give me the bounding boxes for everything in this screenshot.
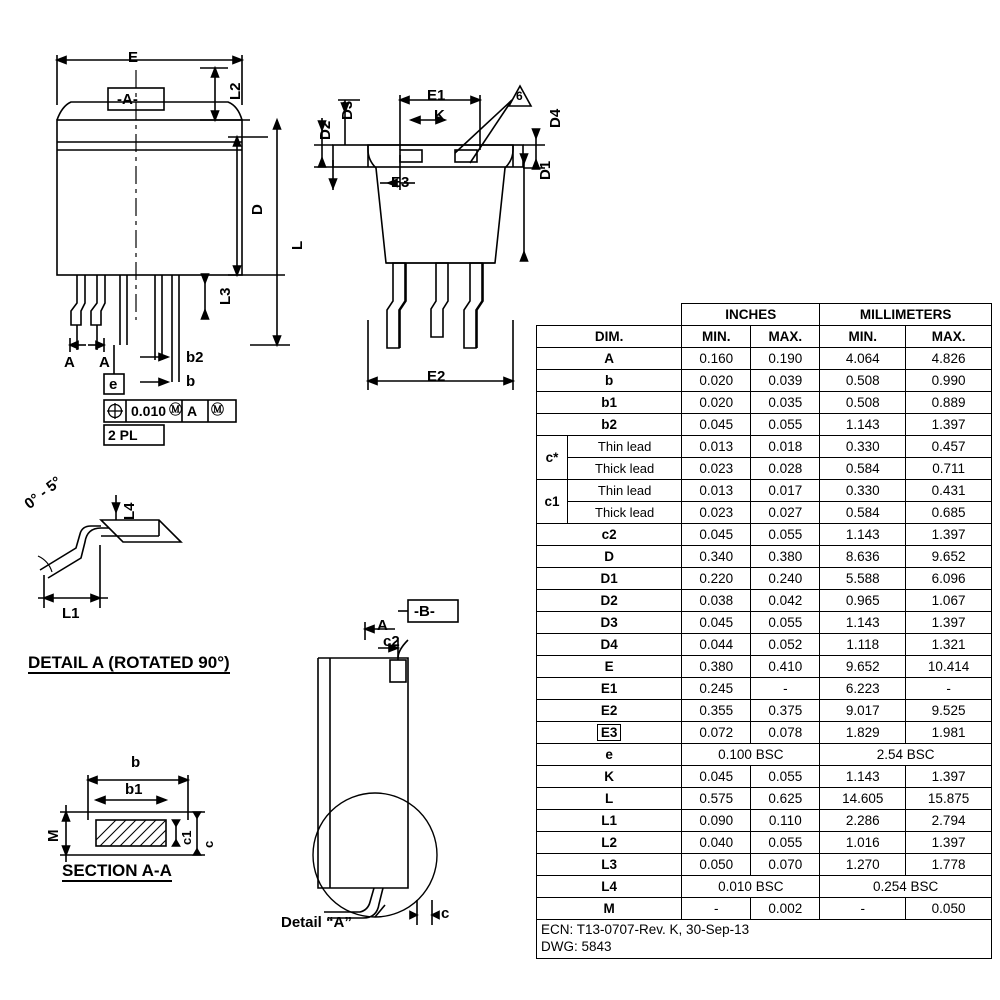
table-row (537, 766, 992, 788)
dim-cell: M (537, 898, 682, 920)
value-max-inches: 0.039 (751, 370, 820, 392)
dim-cell: b1 (537, 392, 682, 414)
value-min-mm: 1.829 (820, 722, 906, 744)
label-A-right: A (99, 354, 110, 371)
dim-subcell: Thin lead (568, 480, 682, 502)
label-tolerance: 0.010 (131, 403, 167, 419)
value-min-mm: 1.270 (820, 854, 906, 876)
value-max-mm: 4.826 (906, 348, 992, 370)
label-datum-A: -A- (117, 91, 138, 108)
dim-cell: b (537, 370, 682, 392)
value-min-mm: 8.636 (820, 546, 906, 568)
label-D3: D3 (339, 100, 356, 120)
value-max-mm: 1.397 (906, 524, 992, 546)
label-D: D (249, 204, 266, 215)
dim-cell: L1 (537, 810, 682, 832)
value-max-mm: 1.397 (906, 414, 992, 436)
table-row (537, 590, 992, 612)
value-min-mm: 0.330 (820, 480, 906, 502)
label-material-modifier: Ⓜ (169, 402, 183, 417)
dim-cell: c2 (537, 524, 682, 546)
value-min-mm: 0.965 (820, 590, 906, 612)
table-row (537, 876, 992, 898)
value-max-inches: 0.070 (751, 854, 820, 876)
value-max-inches: 0.380 (751, 546, 820, 568)
value-inches-bsc: 0.100 BSC (682, 744, 820, 766)
section-title: SECTION A-A (62, 861, 172, 880)
footer-dwg: DWG: 5843 (541, 938, 612, 954)
table-footer-row (537, 920, 992, 959)
dim-subcell: Thin lead (568, 436, 682, 458)
value-max-inches: 0.055 (751, 612, 820, 634)
label-E: E (128, 49, 139, 66)
label-side-A: A (377, 617, 388, 634)
dim-cell: D (537, 546, 682, 568)
label-b: b (186, 373, 196, 390)
value-max-mm: 6.096 (906, 568, 992, 590)
value-max-mm: 1.397 (906, 612, 992, 634)
value-min-inches: 0.045 (682, 524, 751, 546)
value-min-inches: 0.045 (682, 414, 751, 436)
label-D1: D1 (537, 160, 554, 180)
table-row (537, 392, 992, 414)
value-min-mm: 14.605 (820, 788, 906, 810)
label-2pl: 2 PL (108, 427, 138, 443)
dim-cell: c* (537, 436, 568, 480)
detail-a-title: DETAIL A (ROTATED 90°) (28, 653, 230, 672)
dim-cell: D3 (537, 612, 682, 634)
label-detail-a-callout: Detail “A” (281, 914, 352, 931)
value-min-mm: 9.017 (820, 700, 906, 722)
boxed-dim: E3 (597, 724, 622, 741)
dim-cell: L3 (537, 854, 682, 876)
dim-cell (537, 722, 682, 744)
label-L4: L4 (121, 502, 138, 520)
group-header-inches: INCHES (682, 304, 820, 326)
value-max-mm: 0.990 (906, 370, 992, 392)
value-max-mm: 10.414 (906, 656, 992, 678)
value-mm-bsc: 0.254 BSC (820, 876, 992, 898)
value-min-inches: 0.020 (682, 392, 751, 414)
table-row (537, 700, 992, 722)
label-note-6: 6 (516, 89, 523, 103)
label-D4: D4 (547, 108, 564, 128)
label-L1: L1 (62, 605, 80, 622)
label-datum-ref-A: A (187, 403, 198, 419)
value-max-inches: 0.055 (751, 414, 820, 436)
label-E1: E1 (427, 87, 446, 104)
value-min-mm: 1.143 (820, 612, 906, 634)
label-datum-modifier: Ⓜ (211, 402, 225, 417)
value-max-inches: 0.052 (751, 634, 820, 656)
value-min-inches: 0.355 (682, 700, 751, 722)
table-row (537, 634, 992, 656)
table-row (537, 722, 992, 744)
value-min-mm: 1.118 (820, 634, 906, 656)
label-side-c2: c2 (383, 633, 400, 650)
value-min-inches: 0.380 (682, 656, 751, 678)
label-datum-B: -B- (414, 603, 435, 620)
col-header-dim: DIM. (537, 326, 682, 348)
table-row (537, 480, 992, 502)
value-min-inches: 0.090 (682, 810, 751, 832)
dim-cell: e (537, 744, 682, 766)
value-max-mm: 0.050 (906, 898, 992, 920)
value-min-mm: 1.143 (820, 524, 906, 546)
value-min-mm: 1.143 (820, 414, 906, 436)
value-min-inches: 0.050 (682, 854, 751, 876)
col-header-max-mm: MAX. (906, 326, 992, 348)
table-col-header-row (537, 326, 992, 348)
table-row (537, 678, 992, 700)
value-max-inches: 0.035 (751, 392, 820, 414)
dim-cell: D4 (537, 634, 682, 656)
value-min-inches: 0.072 (682, 722, 751, 744)
label-section-M: M (45, 829, 62, 842)
value-inches-bsc: 0.010 BSC (682, 876, 820, 898)
table-row (537, 832, 992, 854)
footer-ecn: ECN: T13-0707-Rev. K, 30-Sep-13 (541, 922, 750, 937)
value-max-inches: 0.410 (751, 656, 820, 678)
table-row (537, 524, 992, 546)
value-max-mm: 2.794 (906, 810, 992, 832)
value-max-mm: 0.889 (906, 392, 992, 414)
value-min-mm: 0.330 (820, 436, 906, 458)
dim-cell: A (537, 348, 682, 370)
value-min-inches: 0.045 (682, 766, 751, 788)
table-row (537, 546, 992, 568)
label-E3: E3 (391, 174, 410, 191)
value-max-mm: 1.778 (906, 854, 992, 876)
value-min-mm: 9.652 (820, 656, 906, 678)
table-row (537, 744, 992, 766)
value-max-inches: 0.027 (751, 502, 820, 524)
value-max-inches: 0.240 (751, 568, 820, 590)
value-min-mm: 6.223 (820, 678, 906, 700)
dim-cell: D2 (537, 590, 682, 612)
table-row (537, 436, 992, 458)
label-D2: D2 (317, 120, 334, 140)
value-min-mm: 0.584 (820, 502, 906, 524)
group-header-millimeters: MILLIMETERS (820, 304, 992, 326)
label-section-c1: c1 (179, 830, 194, 845)
value-min-mm: 5.588 (820, 568, 906, 590)
table-row (537, 370, 992, 392)
value-min-inches: 0.038 (682, 590, 751, 612)
value-min-mm: 0.508 (820, 392, 906, 414)
value-max-mm: 1.397 (906, 766, 992, 788)
value-max-inches: 0.002 (751, 898, 820, 920)
value-max-mm: - (906, 678, 992, 700)
value-max-inches: 0.078 (751, 722, 820, 744)
value-max-inches: 0.055 (751, 832, 820, 854)
dim-subcell: Thick lead (568, 502, 682, 524)
value-max-inches: 0.110 (751, 810, 820, 832)
value-max-mm: 1.981 (906, 722, 992, 744)
label-angle: 0° - 5° (21, 473, 65, 513)
value-min-inches: 0.023 (682, 458, 751, 480)
table-group-header-row (537, 304, 992, 326)
value-max-mm: 1.067 (906, 590, 992, 612)
group-header-blank (537, 304, 682, 326)
label-K: K (434, 107, 445, 124)
value-max-inches: 0.017 (751, 480, 820, 502)
value-min-inches: 0.245 (682, 678, 751, 700)
value-min-mm: 2.286 (820, 810, 906, 832)
dim-cell: c1 (537, 480, 568, 524)
table-row (537, 854, 992, 876)
label-e: e (109, 376, 118, 393)
value-min-inches: 0.020 (682, 370, 751, 392)
table-row (537, 458, 992, 480)
value-min-inches: 0.575 (682, 788, 751, 810)
value-max-mm: 0.431 (906, 480, 992, 502)
label-L3: L3 (217, 287, 234, 305)
value-max-mm: 1.397 (906, 832, 992, 854)
table-row (537, 414, 992, 436)
value-min-mm: 0.584 (820, 458, 906, 480)
value-max-inches: 0.625 (751, 788, 820, 810)
value-min-inches: 0.044 (682, 634, 751, 656)
dim-cell: E2 (537, 700, 682, 722)
value-max-inches: 0.055 (751, 766, 820, 788)
table-footer (537, 920, 992, 959)
value-min-inches: 0.160 (682, 348, 751, 370)
dim-cell: L2 (537, 832, 682, 854)
value-max-inches: 0.028 (751, 458, 820, 480)
value-max-inches: - (751, 678, 820, 700)
dim-cell: D1 (537, 568, 682, 590)
label-L: L (289, 240, 306, 250)
dim-cell: E (537, 656, 682, 678)
value-max-mm: 0.711 (906, 458, 992, 480)
value-max-mm: 0.457 (906, 436, 992, 458)
label-E2: E2 (427, 368, 446, 385)
value-min-inches: 0.023 (682, 502, 751, 524)
dim-cell: b2 (537, 414, 682, 436)
value-min-inches: 0.340 (682, 546, 751, 568)
value-max-mm: 1.321 (906, 634, 992, 656)
value-min-inches: - (682, 898, 751, 920)
label-side-c: c (441, 905, 450, 922)
table-row (537, 656, 992, 678)
col-header-max-in: MAX. (751, 326, 820, 348)
value-max-mm: 15.875 (906, 788, 992, 810)
table-row (537, 568, 992, 590)
dim-subcell: Thick lead (568, 458, 682, 480)
value-min-inches: 0.040 (682, 832, 751, 854)
dimensions-table (536, 303, 992, 959)
label-b2: b2 (186, 349, 204, 366)
value-min-mm: 0.508 (820, 370, 906, 392)
value-max-inches: 0.018 (751, 436, 820, 458)
dim-cell: K (537, 766, 682, 788)
value-max-inches: 0.190 (751, 348, 820, 370)
table-row (537, 898, 992, 920)
col-header-min-in: MIN. (682, 326, 751, 348)
value-min-mm: 1.143 (820, 766, 906, 788)
label-A-left: A (64, 354, 75, 371)
value-min-inches: 0.013 (682, 480, 751, 502)
value-max-mm: 9.525 (906, 700, 992, 722)
col-header-min-mm: MIN. (820, 326, 906, 348)
label-section-c: c (201, 840, 216, 848)
table-row (537, 810, 992, 832)
value-min-inches: 0.045 (682, 612, 751, 634)
dim-cell: E1 (537, 678, 682, 700)
value-min-inches: 0.220 (682, 568, 751, 590)
label-L2: L2 (227, 82, 244, 100)
value-mm-bsc: 2.54 BSC (820, 744, 992, 766)
value-min-mm: 1.016 (820, 832, 906, 854)
label-section-b: b (131, 754, 141, 771)
dim-cell: L4 (537, 876, 682, 898)
table-row (537, 348, 992, 370)
value-max-inches: 0.375 (751, 700, 820, 722)
value-max-mm: 0.685 (906, 502, 992, 524)
value-max-mm: 9.652 (906, 546, 992, 568)
dim-cell: L (537, 788, 682, 810)
value-max-inches: 0.042 (751, 590, 820, 612)
value-max-inches: 0.055 (751, 524, 820, 546)
value-min-mm: 4.064 (820, 348, 906, 370)
value-min-inches: 0.013 (682, 436, 751, 458)
table-row (537, 502, 992, 524)
label-section-b1: b1 (125, 781, 143, 798)
table-row (537, 612, 992, 634)
value-min-mm: - (820, 898, 906, 920)
table-row (537, 788, 992, 810)
